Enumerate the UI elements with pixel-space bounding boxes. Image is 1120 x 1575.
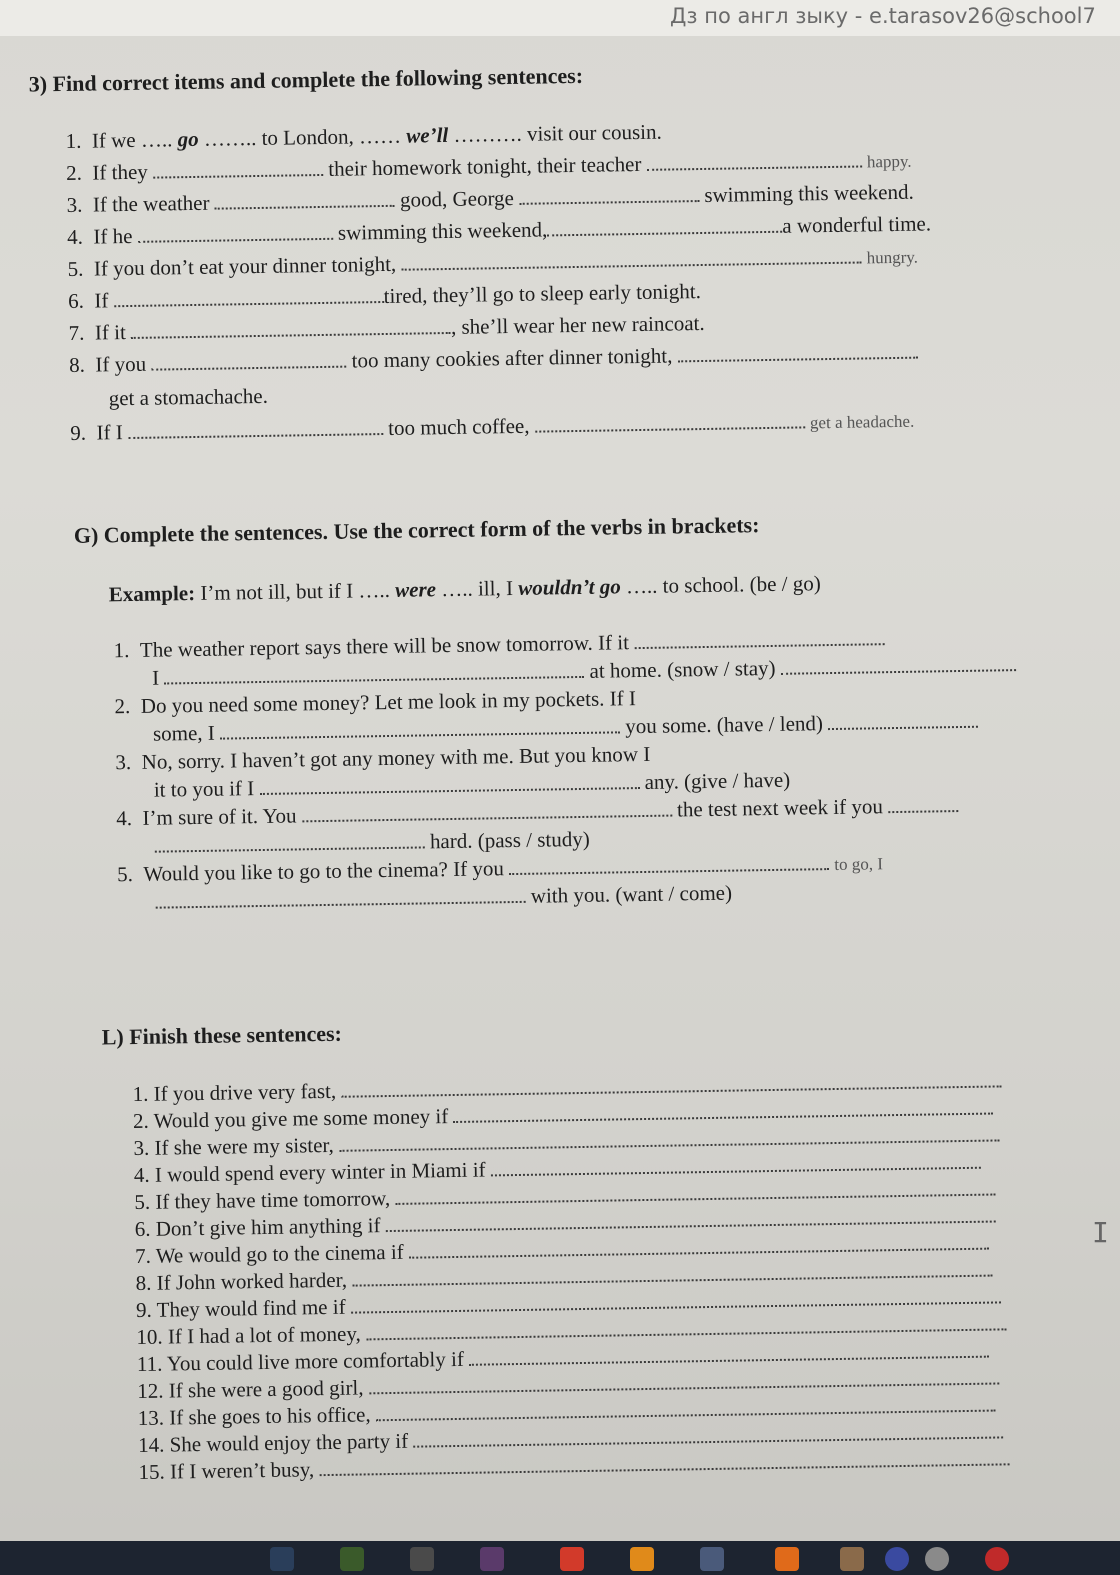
taskbar-icon-11[interactable] [925,1547,949,1571]
l-item-5: 5. If they have time tomorrow, [134,1177,995,1216]
g-item-2-line-2: some, I you some. (have / lend) [153,709,979,747]
taskbar-icon-10[interactable] [885,1547,909,1571]
g-item-5: 5. Would you like to go to the cinema? If you to go, I [117,850,883,887]
s3-item-2: 2. If they their homework tonight, their teacher happy. [66,148,912,186]
l-item-2: 2. Would you give me some money if [133,1096,994,1135]
l-item-10: 10. If I had a lot of money, [136,1311,1006,1350]
l-item-1: 1. If you drive very fast, [132,1068,1001,1107]
taskbar-icon-2[interactable] [340,1547,364,1571]
l-item-6: 6. Don’t give him anything if [135,1204,996,1243]
g-item-3: 3. No, sorry. I haven’t got any money with me. But you know I [115,741,651,775]
s3-item-6: 6. If tired, they’ll go to sleep early tonight. [67,279,702,313]
g-example: Example: I’m not ill, but if I ….. were ….. ill, I wouldn’t go ….. to school. (be / go) [108,571,821,607]
worksheet [0,18,1120,1545]
l-item-7: 7. We would go to the cinema if [135,1231,989,1269]
s3-item-9: 9. If I too much coffee, get a headache. [70,411,915,445]
section-3-heading: 3) Find correct items and complete the following sentences: [28,62,584,97]
taskbar-icon-3[interactable] [410,1547,434,1571]
taskbar-icon-4[interactable] [480,1547,504,1571]
g-item-1: 1. The weather report says there will be snow tomorrow. If it [113,626,884,663]
s3-item-5: 5. If you don’t eat your dinner tonight, hungry. [67,244,918,282]
l-item-9: 9. They would find me if [136,1284,1001,1323]
taskbar-icon-7[interactable] [700,1547,724,1571]
taskbar-icon-6[interactable] [630,1547,654,1571]
l-item-15: 15. If I weren’t busy, [138,1446,1009,1485]
section-l-heading: L) Finish these sentences: [101,1020,343,1050]
l-item-14: 14. She would enjoy the party if [138,1419,1004,1458]
taskbar [0,1541,1120,1575]
tab-title: Дз по англ зыку - e.tarasov26@school7 [670,4,1096,28]
g-item-3-line-2: it to you if I any. (give / have) [153,767,791,802]
section-g-heading: G) Complete the sentences. Use the correct form of the verbs in brackets: [73,512,760,548]
g-item-2: 2. Do you need some money? Let me look in my pockets. If I [114,686,637,719]
taskbar-icon-8[interactable] [775,1547,799,1571]
l-item-12: 12. If she were a good girl, [137,1365,999,1404]
s3-item-4: 4. If he swimming this weekend, a wonderful time. [66,211,932,249]
g-item-4: 4. I’m sure of it. You the test next week if you [116,793,958,831]
taskbar-icon-12[interactable] [985,1547,1009,1571]
l-item-8: 8. If John worked harder, [135,1258,992,1296]
taskbar-icon-9[interactable] [840,1547,864,1571]
g-item-4-line-2: hard. (pass / study) [155,827,590,859]
s3-item-7: 7. If it , she’ll wear her new raincoat. [68,310,705,345]
s3-item-1: 1. If we ….. go …….. to London, …… we’ll ………. visit our cousin. [65,119,662,153]
s3-item-8-cont: get a stomachache. [108,383,269,411]
l-item-3: 3. If she were my sister, [133,1122,999,1161]
g-item-1-line-2: I at home. (snow / stay) [152,652,1016,691]
l-item-13: 13. If she goes to his office, [138,1393,996,1431]
l-item-4: 4. I would spend every winter in Miami if [134,1150,981,1188]
s3-item-3: 3. If the weather good, George swimming this weekend. [66,179,914,217]
taskbar-icon-1[interactable] [270,1547,294,1571]
text-cursor-icon: I [1092,1216,1109,1249]
l-item-11: 11. You could live more comfortably if [137,1339,990,1377]
g-item-5-line-2: with you. (want / come) [155,881,732,915]
s3-item-8: 8. If you too many cookies after dinner tonight, [69,340,918,378]
taskbar-icon-5[interactable] [560,1547,584,1571]
